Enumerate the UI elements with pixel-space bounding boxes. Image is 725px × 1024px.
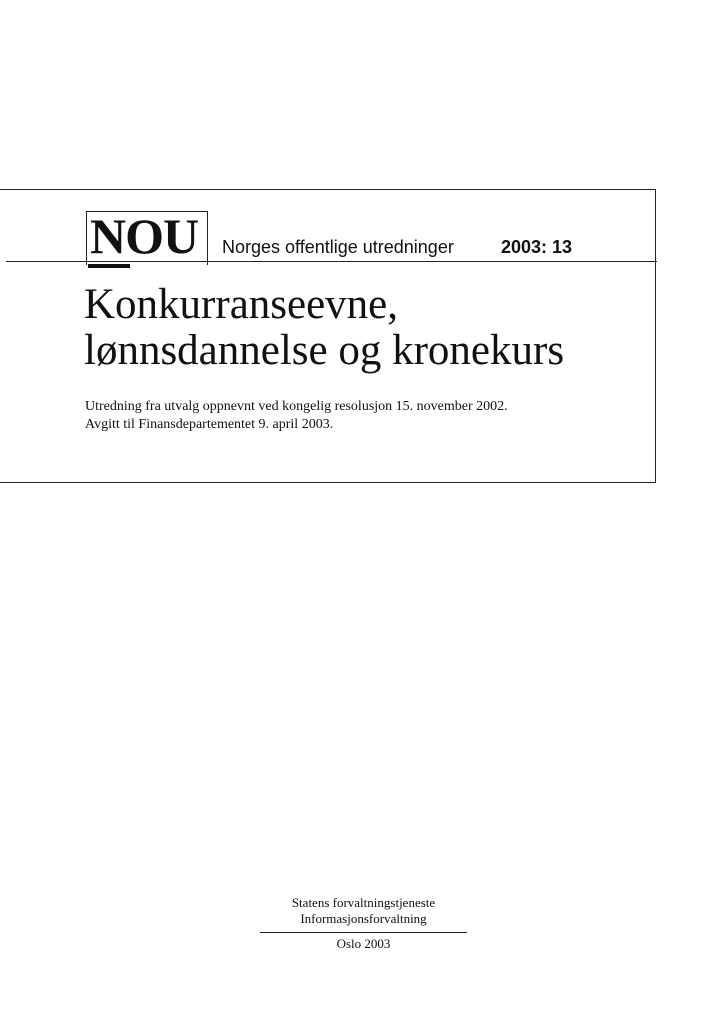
document-title-line-2: lønnsdannelse og kronekurs	[84, 327, 565, 374]
publisher-divider	[260, 932, 467, 933]
subtitle-line-1: Utredning fra utvalg oppnevnt ved kongelig resolusjon 15. november 2002.	[85, 399, 508, 414]
publisher-line-1: Statens forvaltningstjeneste	[291, 895, 436, 910]
document-subtitle	[85, 398, 508, 434]
place-year: Oslo 2003	[336, 936, 391, 951]
publisher-line-2: Informasjonsforvaltning	[300, 911, 427, 926]
nou-logo: NOU	[90, 208, 199, 264]
publisher-block	[260, 895, 467, 927]
nou-logo-underline	[88, 264, 130, 268]
subtitle-line-2: Avgitt til Finansdepartementet 9. april 2003.	[85, 417, 334, 432]
document-title-line-1: Konkurranseevne,	[84, 281, 399, 328]
document-title	[84, 282, 564, 374]
report-number: 2003: 13	[501, 237, 573, 257]
series-name: Norges offentlige utredninger	[222, 237, 454, 257]
